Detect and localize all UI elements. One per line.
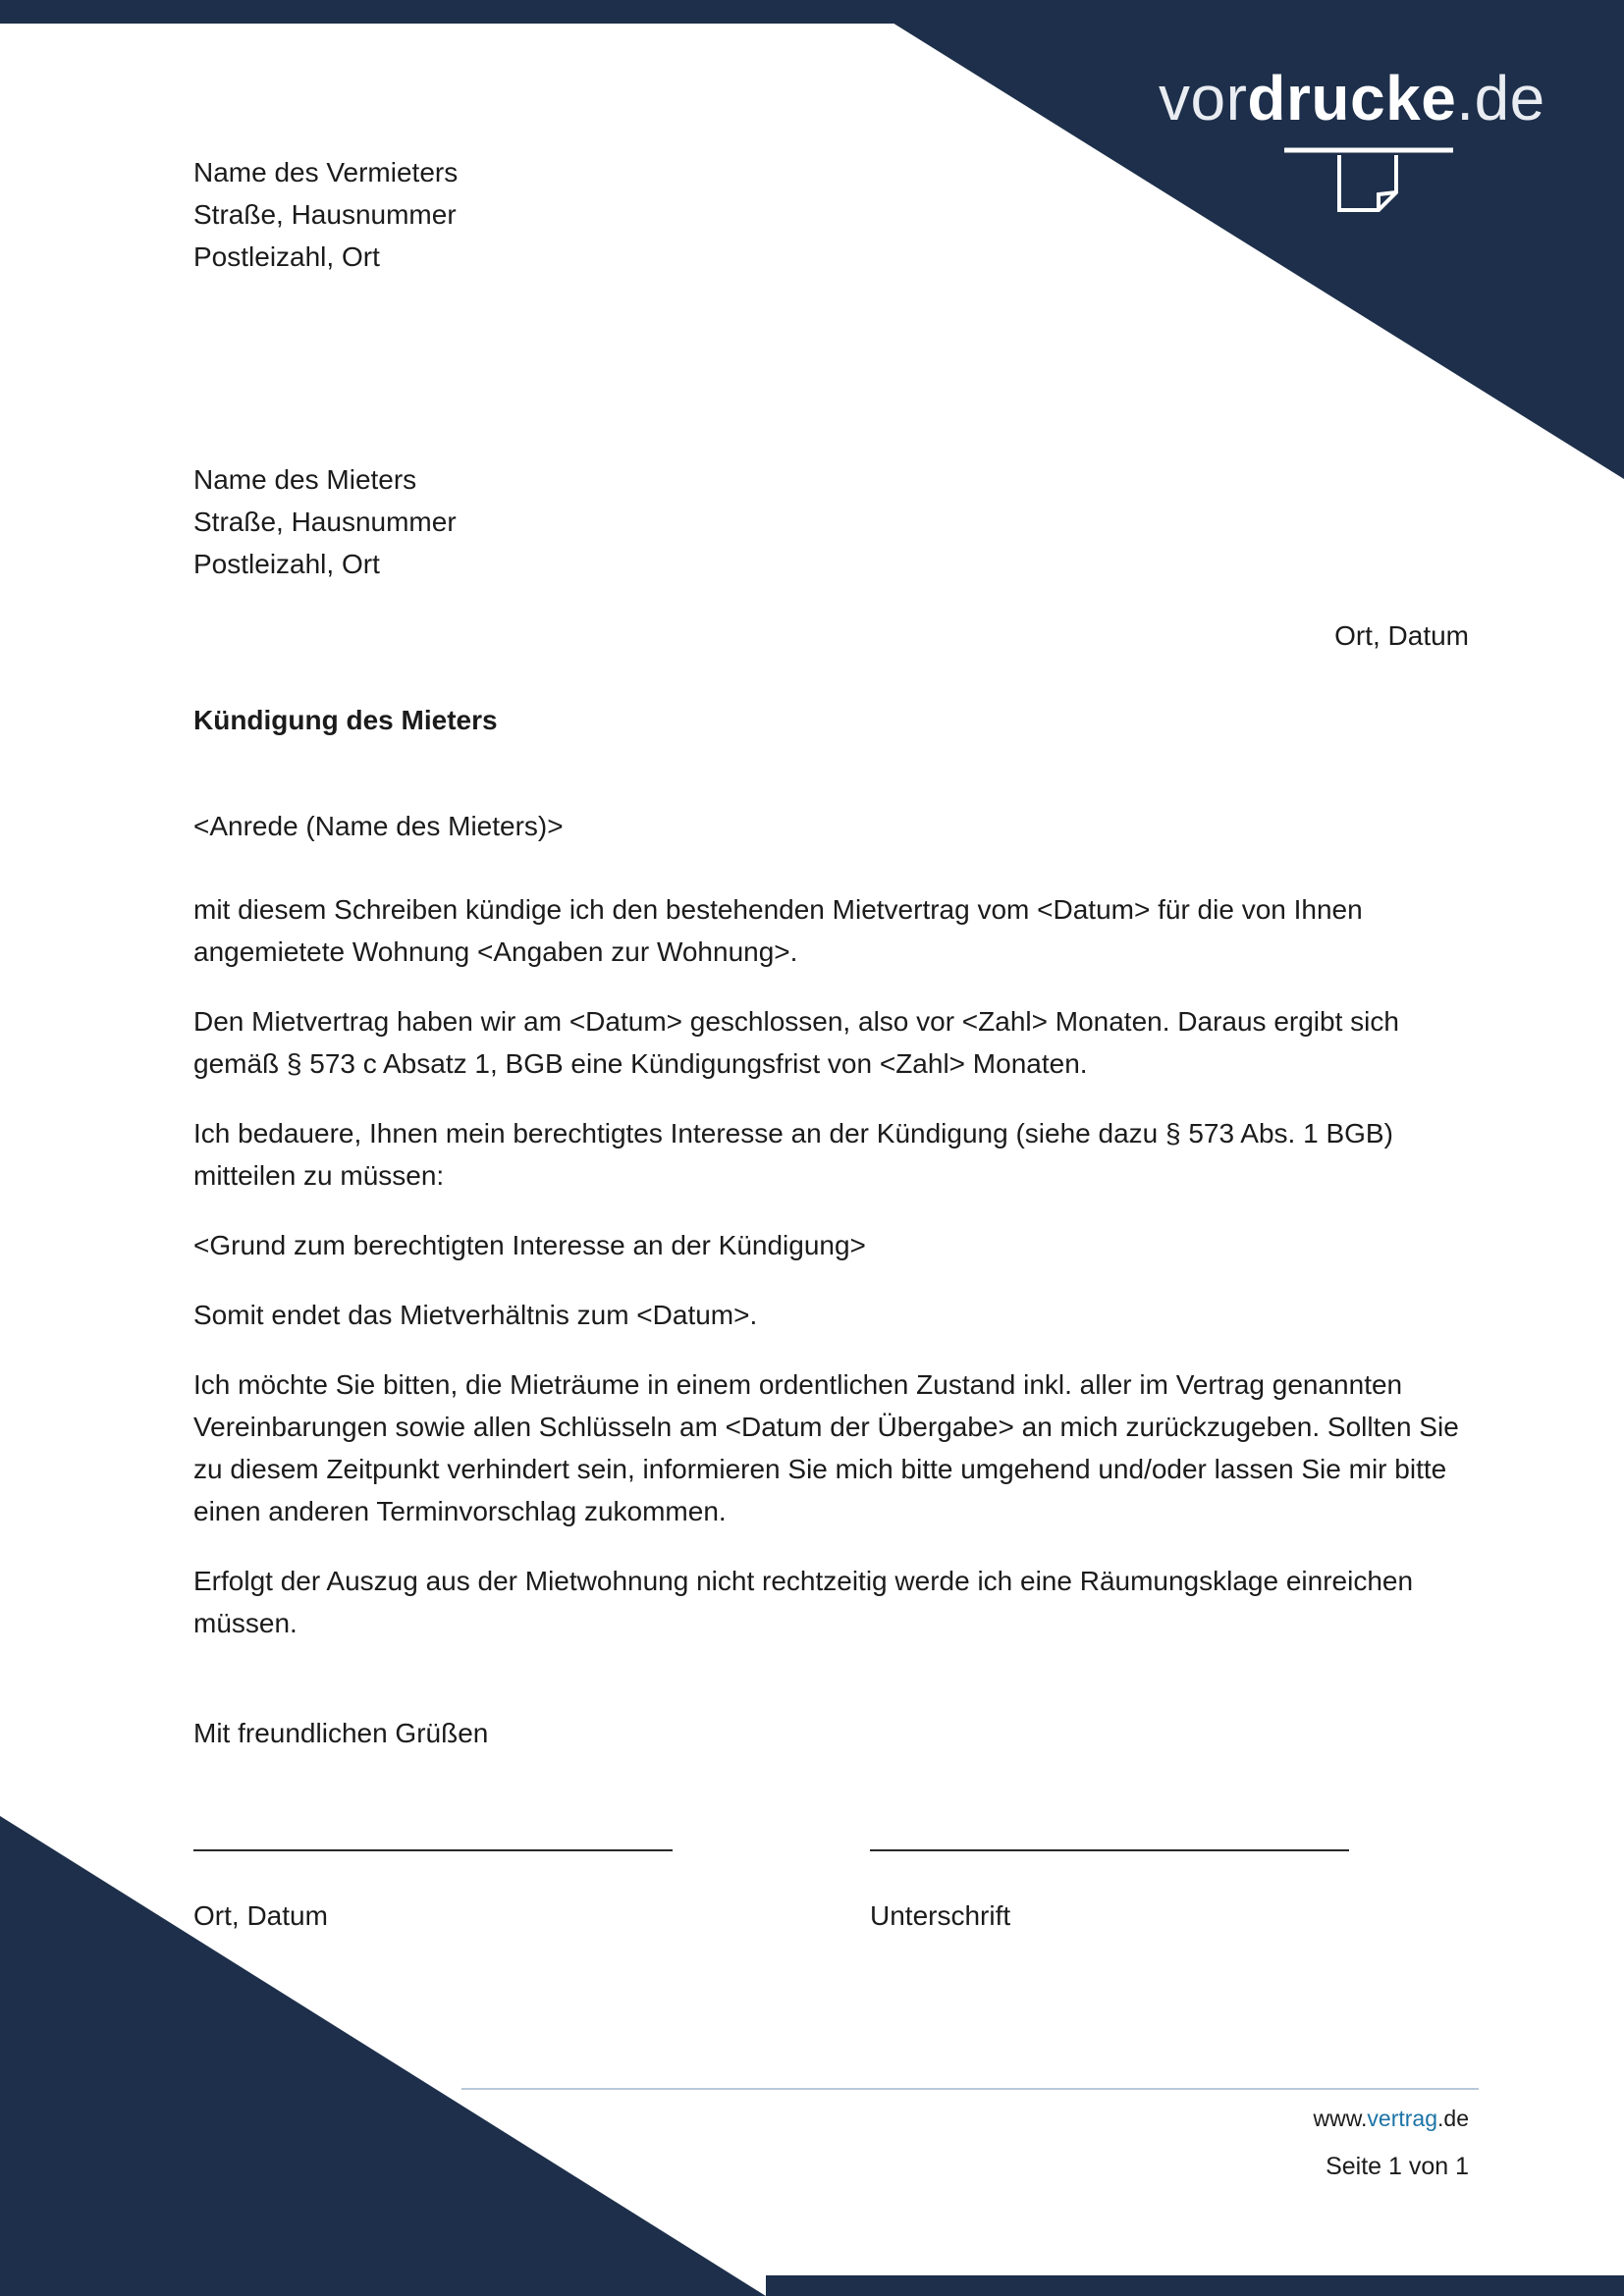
sender-city: Postleizahl, Ort: [193, 241, 380, 272]
bottom-edge-band: [766, 2275, 1624, 2296]
paragraph-notice-period: Den Mietvertrag haben wir am <Datum> geschlossen, also vor <Zahl> Monaten. Daraus ergibt sich gemäß § 573 c Absatz 1, BGB eine Kündigungsfrist von <Zahl> Monaten.: [193, 1006, 1399, 1079]
salutation: <Anrede (Name des Mieters)>: [193, 811, 564, 841]
brand-logo: vordrucke.de: [1159, 63, 1545, 133]
sender-name: Name des Vermieters: [193, 157, 459, 187]
sender-address: [193, 151, 458, 278]
paragraph-termination: mit diesem Schreiben kündige ich den bestehenden Mietvertrag vom <Datum> für die von Ihnen angemietete Wohnung <Angaben zur Wohnung>.: [193, 894, 1363, 967]
place-date: Ort, Datum: [1334, 620, 1469, 651]
signature-line-place-date: [193, 1849, 673, 1851]
document-page-icon: [1284, 147, 1453, 216]
letter-body: [193, 805, 1480, 1672]
signature-line-signature: [870, 1849, 1349, 1851]
recipient-address: [193, 458, 457, 585]
paragraph-reason: <Grund zum berechtigten Interesse an der Kündigung>: [193, 1230, 866, 1260]
recipient-street: Straße, Hausnummer: [193, 507, 457, 537]
signature-label-signature: Unterschrift: [870, 1900, 1011, 1931]
paragraph-interest: Ich bedauere, Ihnen mein berechtigtes Interesse an der Kündigung (siehe dazu § 573 Abs. 1 BGB) mitteilen zu müssen:: [193, 1118, 1393, 1191]
paragraph-eviction: Erfolgt der Auszug aus der Mietwohnung nicht rechtzeitig werde ich eine Räumungsklage einreichen müssen.: [193, 1566, 1414, 1638]
bottom-left-triangle: [0, 1816, 766, 2296]
paragraph-handover: Ich möchte Sie bitten, die Mieträume in einem ordentlichen Zustand inkl. aller im Vertrag genannten Vereinbarungen sowie allen Schlüsseln am <Datum der Übergabe> an mich zurückzugeben. Sollten Sie zu diesem Zeitpunkt verhindert sein, informieren Sie mich bitte umgehend und/oder lassen Sie mir bitte einen anderen Terminvorschlag zukommen.: [193, 1369, 1459, 1526]
signature-label-place-date: Ort, Datum: [193, 1900, 328, 1931]
sender-street: Straße, Hausnummer: [193, 199, 457, 230]
paragraph-end-date: Somit endet das Mietverhältnis zum <Datum>.: [193, 1300, 758, 1330]
footer-divider: [461, 2088, 1479, 2090]
footer-website-link[interactable]: www.vertrag.de: [1313, 2106, 1469, 2131]
letter-subject: Kündigung des Mieters: [193, 705, 498, 735]
page-number: Seite 1 von 1: [1326, 2153, 1469, 2180]
closing-greeting: Mit freundlichen Grüßen: [193, 1718, 489, 1748]
recipient-name: Name des Mieters: [193, 464, 417, 495]
recipient-city: Postleizahl, Ort: [193, 549, 380, 579]
